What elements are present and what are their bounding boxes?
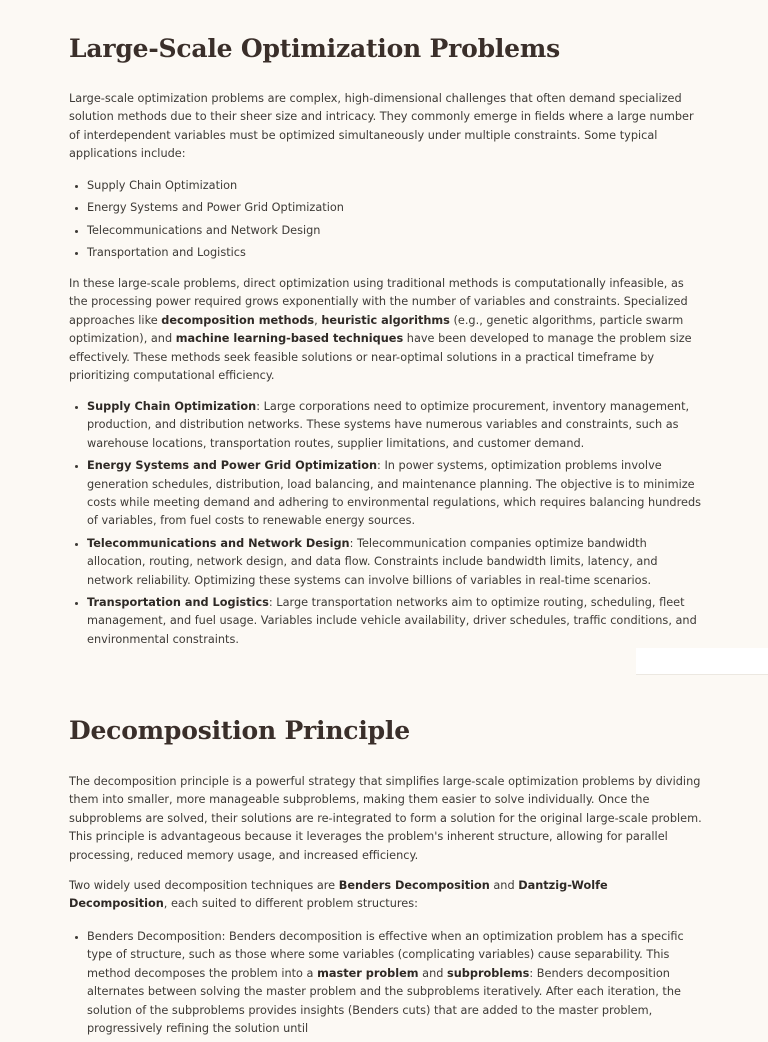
list-item: • Telecommunications and Network Design [87, 222, 705, 240]
bold-term: decomposition methods [161, 313, 315, 327]
list-item: • Energy Systems and Power Grid Optimization: In power systems, optimization problems involve generation schedules, distribution, load balancing, and maintenance planning. The objective is to minimize costs while meeting demand and adhering to environmental regulations, which requires balancing hundreds of variables, from fuel costs to renewable energy sources. [87, 457, 705, 531]
methods-paragraph: In these large-scale problems, direct optimization using traditional methods is computationally infeasible, as the processing power required grows exponentially with the number of variables and constraints. Specialized approaches like decomposition methods, heuristic algorithms (e.g., genetic algorithms, particle swarm optimization), and machine learning-based techniques have been developed to manage the problem size effectively. These methods seek feasible solutions or near-optimal solutions in a practical timeframe by prioritizing computational efficiency. [69, 277, 692, 383]
bold-term: Benders Decomposition [338, 879, 490, 892]
list-item: • Telecommunications and Network Design: Telecommunication companies optimize bandwidth allocation, routing, network design, and data flow. Constraints include bandwidth limits, latency, and network reliability. Optimizing these systems can involve billions of variables in real-time scenarios. [87, 535, 705, 590]
list-item: • Transportation and Logistics: Large transportation networks aim to optimize routing, scheduling, fleet management, and fuel usage. Variables include vehicle availability, driver schedules, traffic conditions, and environmental constraints. [87, 594, 705, 649]
intro-paragraph: Large-scale optimization problems are complex, high-dimensional challenges that often demand specialized solution methods due to their sheer size and intricacy. They commonly emerge in fields where a large number of interdependent variables must be optimized simultaneously under multiple constraints. Some typical applications include: [69, 92, 694, 161]
bold-term: subproblems [447, 966, 530, 980]
overlay-strip [636, 648, 768, 675]
list-item: • Benders Decomposition: Benders decomposition is effective when an optimization problem has a specific type of structure, such as those where some variables (complicating variables) cause separability. This method decomposes the problem into a master problem and subproblems: Benders decomposition alternates between solving the master problem and the subproblems iteratively. After each iteration, the solution of the subproblems provides insights (Benders cuts) that are added to the master problem, progressively refining the solution until [87, 928, 705, 1038]
bold-term: machine learning-based techniques [175, 332, 404, 346]
bold-term: heuristic algorithms [321, 313, 450, 327]
item-label: Energy Systems and Power Grid Optimization [87, 459, 378, 473]
item-label: Supply Chain Optimization [87, 400, 257, 413]
techniques-list [69, 928, 705, 1042]
item-label: Transportation and Logistics [87, 596, 269, 610]
list-item: • Supply Chain Optimization: Large corporations need to optimize procurement, inventory management, production, and distribution networks. These systems have numerous variables and constraints, such as warehouse locations, transportation routes, supplier limitations, and customer demand. [87, 398, 705, 453]
applications-list [69, 177, 705, 267]
bold-term: master problem [317, 966, 419, 980]
list-item: • Supply Chain Optimization [87, 177, 705, 195]
section-heading: Decomposition Principle [69, 716, 410, 745]
list-item: • Transportation and Logistics [87, 244, 705, 262]
techniques-paragraph: Two widely used decomposition techniques are Benders Decomposition and Dantzig-Wolfe Decomposition, each suited to different problem structures: [69, 879, 608, 911]
bold-term: Dantzig-Wolfe Decomposition [69, 879, 608, 911]
section-heading: Large-Scale Optimization Problems [69, 34, 560, 63]
list-item: • Energy Systems and Power Grid Optimization [87, 199, 705, 217]
item-label: Telecommunications and Network Design [87, 536, 350, 550]
applications-detail-list [69, 398, 705, 653]
decomposition-intro-paragraph: The decomposition principle is a powerful strategy that simplifies large-scale optimization problems by dividing them into smaller, more manageable subproblems, making them easier to solve individually. Once the subproblems are solved, their solutions are re-integrated to form a solution for the original large-scale problem. This principle is advantageous because it leverages the problem's inherent structure, allowing for parallel processing, reduced memory usage, and increased efficiency. [69, 775, 702, 862]
